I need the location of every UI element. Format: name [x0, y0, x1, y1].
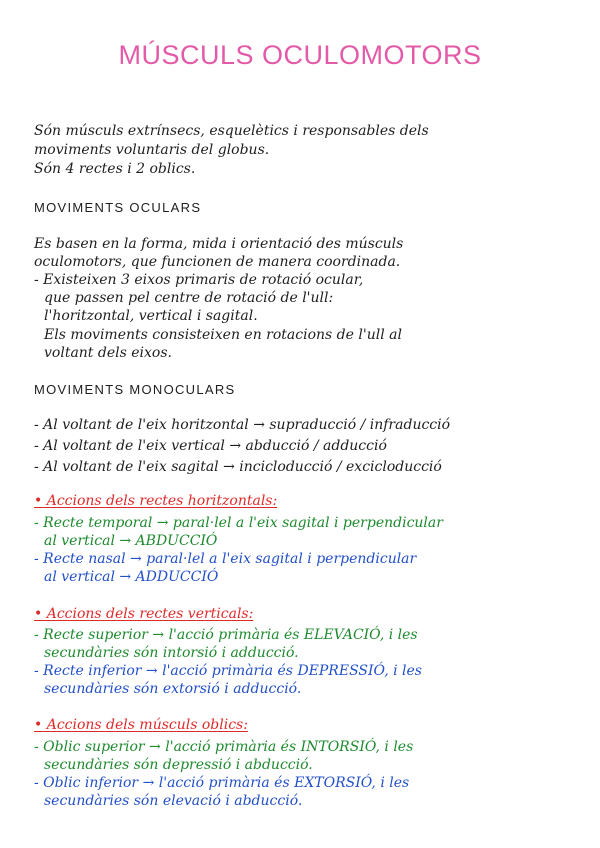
- sec1-line-7: voltant dels eixos.: [44, 345, 172, 361]
- sec1-line-3: - Existeixen 3 eixos primaris de rotació ocular,: [34, 272, 364, 288]
- h1-line-4: al vertical → ADDUCCIÓ: [44, 569, 219, 585]
- sec2-line-3: - Al voltant de l'eix sagital → incicloducció / excicloducció: [34, 459, 442, 475]
- h1-line-3: - Recte nasal → paral·lel a l'eix sagital i perpendicular: [34, 551, 417, 567]
- sec1-line-5: l'horitzontal, vertical i sagital.: [44, 308, 258, 324]
- section-title-moviments-monoculars: MOVIMENTS MONOCULARS: [34, 382, 236, 397]
- sec1-line-1: Es basen en la forma, mida i orientació des músculs: [34, 236, 404, 252]
- heading-rectes-verticals: • Accions dels rectes verticals:: [34, 606, 254, 622]
- heading-rectes-horitzontals: • Accions dels rectes horitzontals:: [34, 493, 278, 509]
- intro-line-2: moviments voluntaris del globus.: [34, 142, 270, 158]
- h3-line-1: - Oblic superior → l'acció primària és INTORSIÓ, i les: [34, 739, 414, 755]
- sec2-line-2: - Al voltant de l'eix vertical → abducció / adducció: [34, 438, 387, 454]
- sec1-line-4: que passen pel centre de rotació de l'ull:: [44, 290, 334, 306]
- heading-musculs-oblics: • Accions dels músculs oblics:: [34, 717, 248, 733]
- h2-line-1: - Recte superior → l'acció primària és ELEVACIÓ, i les: [34, 627, 418, 643]
- intro-line-1: Són músculs extrínsecs, esquelètics i responsables dels: [34, 123, 429, 139]
- h3-line-3: - Oblic inferior → l'acció primària és EXTORSIÓ, i les: [34, 775, 410, 791]
- page-title: MÚSCULS OCULOMOTORS: [118, 40, 482, 70]
- h2-line-2: secundàries són intorsió i adducció.: [44, 645, 299, 661]
- h1-line-2: al vertical → ABDUCCIÓ: [44, 533, 218, 549]
- sec1-line-2: oculomotors, que funcionen de manera coordinada.: [34, 254, 401, 270]
- sec1-line-6: Els moviments consisteixen en rotacions de l'ull al: [44, 327, 402, 343]
- h1-line-1: - Recte temporal → paral·lel a l'eix sagital i perpendicular: [34, 515, 443, 531]
- section-title-moviments-oculars: MOVIMENTS OCULARS: [34, 200, 202, 215]
- h3-line-2: secundàries són depressió i abducció.: [44, 757, 313, 773]
- h2-line-3: - Recte inferior → l'acció primària és DEPRESSIÓ, i les: [34, 663, 422, 679]
- h3-line-4: secundàries són elevació i abducció.: [44, 793, 303, 809]
- h2-line-4: secundàries són extorsió i adducció.: [44, 681, 302, 697]
- sec2-line-1: - Al voltant de l'eix horitzontal → supraducció / infraducció: [34, 417, 451, 433]
- intro-line-3: Són 4 rectes i 2 oblics.: [34, 161, 196, 177]
